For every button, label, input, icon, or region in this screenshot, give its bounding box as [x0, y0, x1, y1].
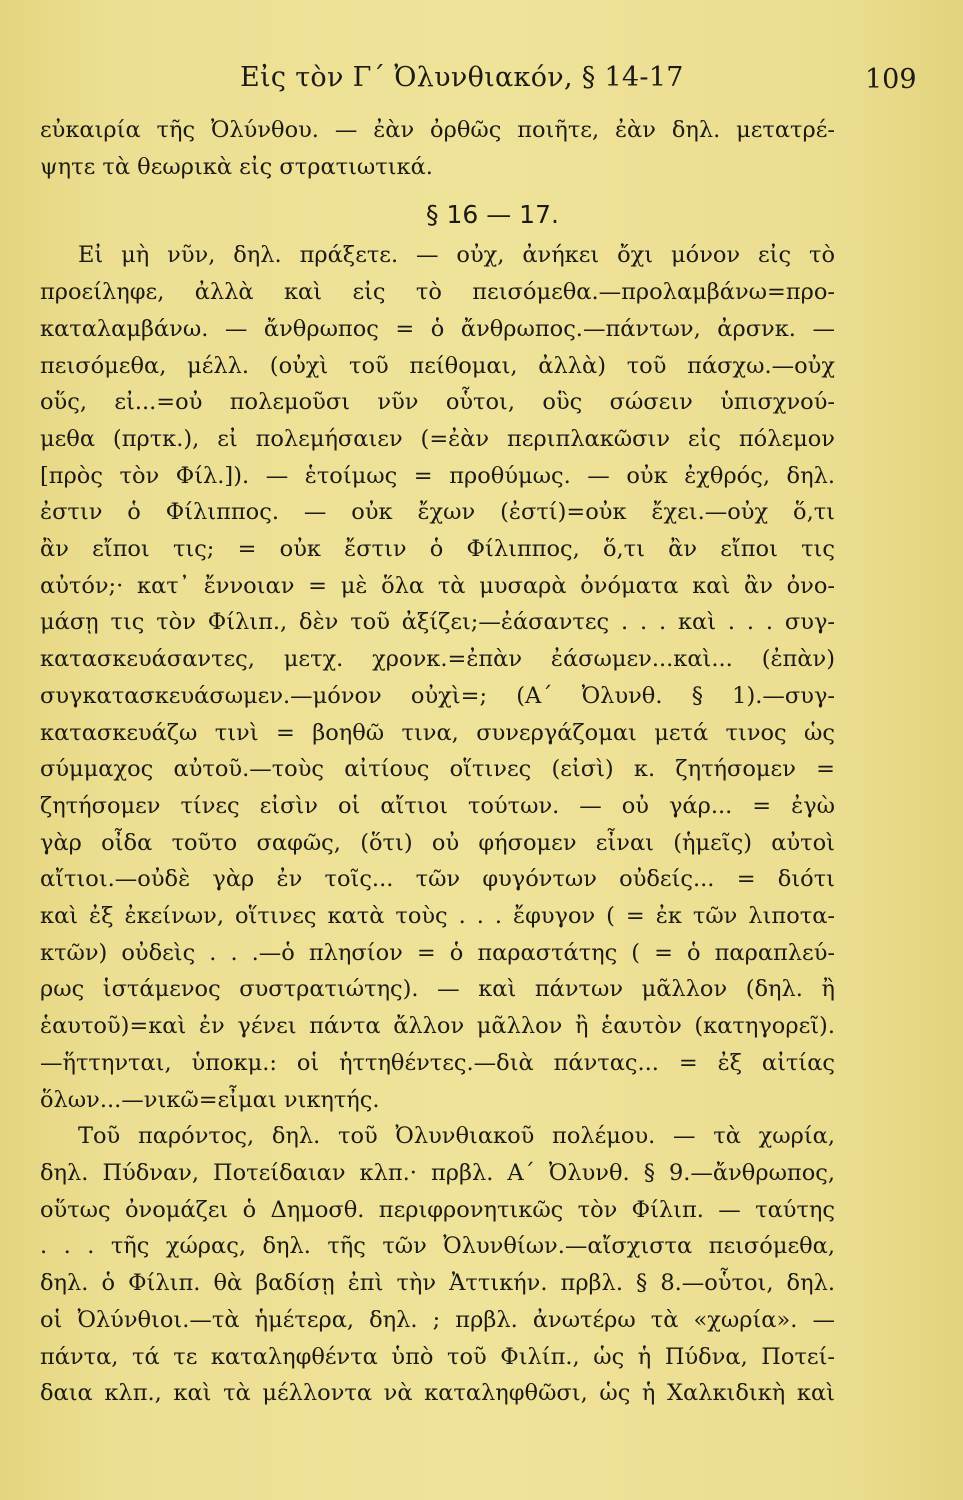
text-line: ὅλων...—νικῶ=εἶμαι νικητής. [40, 1086, 380, 1113]
text-line: αἴτιοι.—οὐδὲ γὰρ ἐν τοῖς... τῶν φυγόντων οὐδείς... = διότι [40, 866, 835, 893]
text-line: δηλ. ὁ Φίλιπ. θὰ βαδίσῃ ἐπὶ τὴν Ἀττικήν. πρβλ. § 8.—οὗτοι, δηλ. [40, 1270, 835, 1297]
text-line: δαια κλπ., καὶ τὰ μέλλοντα νὰ καταληφθῶσι, ὡς ἡ Χαλκιδικὴ καὶ [40, 1380, 835, 1407]
paragraph-1 [40, 237, 835, 1118]
text-line: πεισόμεθα, μέλλ. (οὐχὶ τοῦ πείθομαι, ἀλλὰ) τοῦ πάσχω.—οὐχ [40, 352, 835, 379]
page-number: 109 [865, 64, 917, 95]
text-line: Τοῦ παρόντος, δηλ. τοῦ Ὀλυνθιακοῦ πολέμου. — τὰ χωρία, [78, 1123, 835, 1150]
text-line: μάσῃ τις τὸν Φίλιπ., δὲν τοῦ ἀξίζει;—ἐάσαντες . . . καὶ . . . συγ- [40, 609, 835, 636]
running-title: Εἰς τὸν Γ΄ Ὀλυνθιακόν, § 14-17 [240, 62, 684, 93]
text-line: . . . τῆς χώρας, δηλ. τῆς τῶν Ὀλυνθίων.—αἴσχιστα πεισόμεθα, [40, 1233, 835, 1260]
text-line: γὰρ οἶδα τοῦτο σαφῶς, (ὅτι) οὐ φήσομεν εἶναι (ἡμεῖς) αὐτοὶ [40, 829, 835, 856]
text-line: ρως ἱστάμενος συστρατιώτης). — καὶ πάντων μᾶλλον (δηλ. ἢ [40, 976, 835, 1003]
text-line: Εἰ μὴ νῦν, δηλ. πράξετε. — οὐχ, ἀνήκει ὄχι μόνον εἰς τὸ [78, 242, 835, 269]
text-line: ἐστιν ὁ Φίλιππος. — οὐκ ἔχων (ἐστί)=οὐκ ἔχει.—οὐχ ὅ,τι [40, 499, 835, 526]
text-line: μεθα (πρτκ.), εἰ πολεμήσαιεν (=ἐὰν περιπλακῶσιν εἰς πόλεμον [40, 425, 835, 452]
text-line: προείληφε, ἀλλὰ καὶ εἰς τὸ πεισόμεθα.—προλαμβάνω=προ- [40, 279, 835, 306]
text-line: ζητήσομεν τίνες εἰσὶν οἱ αἴτιοι τούτων. — οὐ γάρ... = ἐγὼ [40, 792, 835, 819]
section-heading: § 16 — 17. [426, 200, 559, 230]
text-line: ἂν εἴποι τις; = οὐκ ἔστιν ὁ Φίλιππος, ὅ,τι ἂν εἴποι τις [40, 536, 835, 563]
text-line: κτῶν) οὐδεὶς . . .—ὁ πλησίον = ὁ παραστάτης ( = ὁ παραπλεύ- [40, 939, 835, 966]
text-line: κατασκευάσαντες, μετχ. χρονκ.=ἐπὰν ἐάσωμεν...καὶ... (ἐπὰν) [40, 646, 835, 673]
text-line: οὕτως ὀνομάζει ὁ Δημοσθ. περιφρονητικῶς τὸν Φίλιπ. — ταύτης [40, 1196, 835, 1223]
paragraph-2 [40, 1118, 835, 1412]
text-line: δηλ. Πύδναν, Ποτείδαιαν κλπ.· πρβλ. Α΄ Ὀλυνθ. § 9.—ἄνθρωπος, [40, 1159, 835, 1186]
page-header [0, 62, 963, 102]
text-line: κατασκευάζω τινὶ = βοηθῶ τινα, συνεργάζομαι μετά τινος ὡς [40, 719, 835, 746]
text-line: συγκατασκευάσωμεν.—μόνον οὐχὶ=; (Α΄ Ὀλυνθ. § 1).—συγ- [40, 682, 835, 709]
text-line: ἑαυτοῦ)=καὶ ἐν γένει πάντα ἄλλον μᾶλλον ἢ ἑαυτὸν (κατηγορεῖ). [40, 1013, 835, 1040]
text-line: καὶ ἐξ ἐκείνων, οἵτινες κατὰ τοὺς . . . ἔφυγον ( = ἐκ τῶν λιποτα- [40, 903, 835, 930]
text-line: αὐτόν;· κατ᾽ ἔννοιαν = μὲ ὅλα τὰ μυσαρὰ ὀνόματα καὶ ἂν ὀνο- [40, 572, 835, 599]
text-line: σύμμαχος αὐτοῦ.—τοὺς αἰτίους οἵτινες (εἰσὶ) κ. ζητήσομεν = [40, 756, 835, 783]
text-line: [πρὸς τὸν Φίλ.]). — ἑτοίμως = προθύμως. — οὐκ ἐχθρός, δηλ. [40, 462, 835, 489]
page-body [40, 112, 835, 1412]
text-line: εὐκαιρία τῆς Ὀλύνθου. — ἐὰν ὀρθῶς ποιῆτε, ἐὰν δηλ. μετατρέ- [40, 117, 835, 143]
text-line: —ἥττηνται, ὑποκμ.: οἱ ἡττηθέντες.—διὰ πάντας... = ἐξ αἰτίας [40, 1049, 835, 1076]
text-line: ψητε τὰ θεωρικὰ εἰς στρατιωτικά. [40, 153, 433, 180]
text-line: πάντα, τά τε καταληφθέντα ὑπὸ τοῦ Φιλίπ., ὡς ἡ Πύδνα, Ποτεί- [40, 1343, 835, 1370]
text-line: οἱ Ὀλύνθιοι.—τὰ ἡμέτερα, δηλ. ; πρβλ. ἀνωτέρω τὰ «χωρία». — [40, 1306, 835, 1333]
text-line: οὕς, εἰ...=οὐ πολεμοῦσι νῦν οὗτοι, οὓς σώσειν ὑπισχνού- [40, 389, 835, 416]
text-line: καταλαμβάνω. — ἄνθρωπος = ὁ ἄνθρωπος.—πάντων, ἀρσνκ. — [40, 315, 835, 342]
